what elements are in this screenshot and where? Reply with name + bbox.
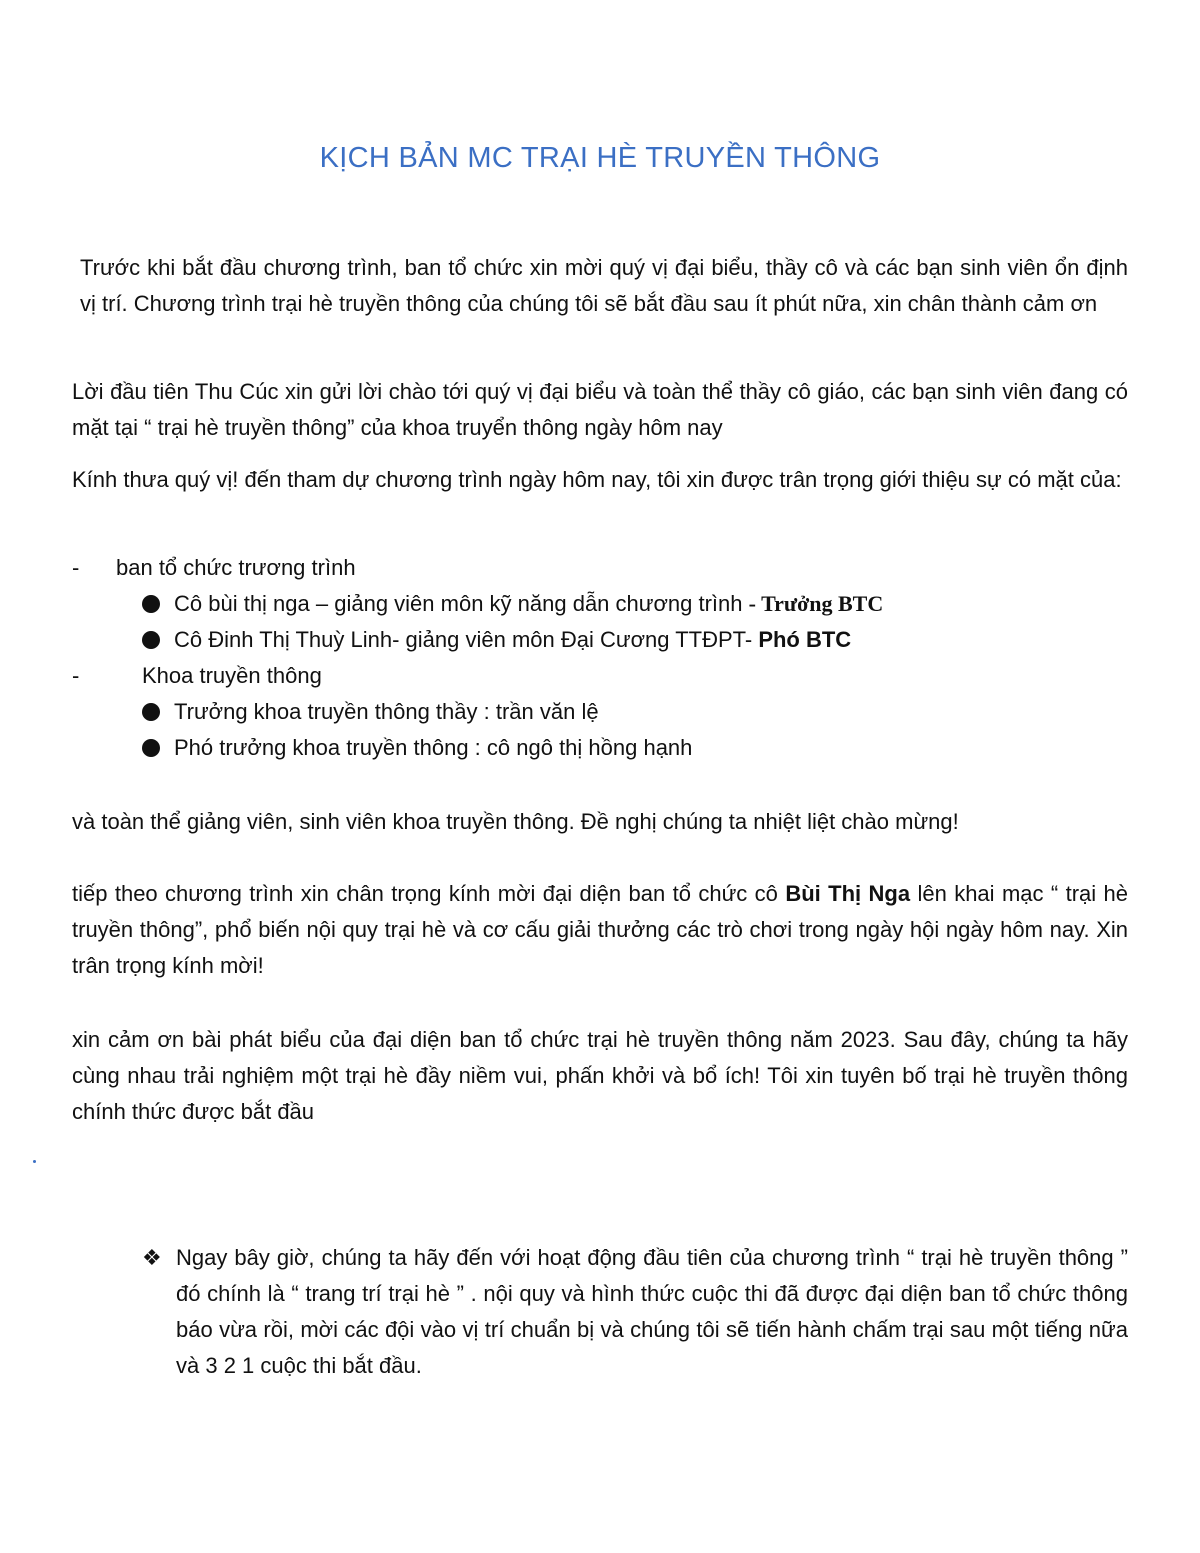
invitation-text: tiếp theo chương trình xin chân trọng kính mời đại diện ban tổ chức cô: [72, 881, 786, 906]
invited-name: Bùi Thị Nga: [785, 881, 911, 906]
list-item-role: Phó BTC: [758, 627, 852, 652]
list-item-text: Phó trưởng khoa truyền thông : cô ngô thị hồng hạnh: [174, 735, 693, 760]
bullet-icon: [142, 703, 160, 721]
list-item: [142, 622, 851, 658]
list-item-text: Cô Đinh Thị Thuỳ Linh- giảng viên môn Đại Cương TTĐPT-: [174, 627, 759, 652]
bullet-icon: [142, 739, 160, 757]
bullet-icon: [142, 631, 160, 649]
intro-paragraph: Trước khi bắt đầu chương trình, ban tổ chức xin mời quý vị đại biểu, thầy cô và các bạn sinh viên ổn định vị trí. Chương trình trại hè truyền thông của chúng tôi sẽ bắt đầu sau ít phút nữa, xin chân thành cảm ơn: [80, 255, 1128, 316]
thanks-paragraph: xin cảm ơn bài phát biểu của đại diện ban tổ chức trại hè truyền thông năm 2023. Sau đây, chúng ta hãy cùng nhau trải nghiệm một trại hè đầy niềm vui, phấn khởi và bổ ích! Tôi xin tuyên bố trại hè truyền thông chính thức được bắt đầu: [72, 1027, 1128, 1124]
list-item-text: Cô bùi thị nga – giảng viên môn kỹ năng dẫn chương trình: [174, 591, 749, 616]
activity-paragraph: Ngay bây giờ, chúng ta hãy đến với hoạt động đầu tiên của chương trình “ trại hè truyền thông ” đó chính là “ trang trí trại hè ” . nội quy và hình thức cuộc thi đã được đại diện ban tổ chức thông báo vừa rồi, mời các đội vào vị trí chuẩn bị và chúng tôi sẽ tiến hành chấm trại sau một tiếng nữa và 3 2 1 cuộc thi bắt đầu.: [176, 1245, 1128, 1378]
bullet-icon: [142, 595, 160, 613]
faculty-heading: Khoa truyền thông: [142, 663, 322, 688]
introduction-paragraph: Kính thưa quý vị! đến tham dự chương trình ngày hôm nay, tôi xin được trân trọng giới thiệu sự có mặt của:: [72, 467, 1122, 492]
list-item-text: Trưởng khoa truyền thông thầy : trần văn lệ: [174, 699, 599, 724]
dash-marker: -: [72, 663, 80, 688]
welcome-paragraph: và toàn thể giảng viên, sinh viên khoa truyền thông. Đề nghị chúng ta nhiệt liệt chào mừng!: [72, 809, 959, 834]
list-item: [142, 730, 692, 766]
organizer-heading: ban tổ chức trương trình: [116, 555, 356, 580]
stray-dot-mark: [33, 1160, 36, 1163]
document-title: KỊCH BẢN MC TRẠI HÈ TRUYỀN THÔNG: [319, 142, 881, 174]
invitation-text-cont: lên khai mạc “ trại hè truyền thông”, phổ biến nội quy trại hè và cơ cấu giải thưởng các trò chơi trong ngày hội ngày hôm nay. Xin trân trọng kính mời!: [72, 881, 1129, 978]
list-item: [142, 586, 883, 622]
greeting-paragraph: Lời đầu tiên Thu Cúc xin gửi lời chào tới quý vị đại biểu và toàn thể thầy cô giáo, các bạn sinh viên đang có mặt tại “ trại hè truyền thông” của khoa truyển thông ngày hôm nay: [72, 379, 1128, 440]
list-item: [142, 694, 599, 730]
opening-invitation-paragraph: [72, 876, 1128, 984]
diamond-bullet-icon: ❖: [142, 1245, 162, 1270]
dash-marker: -: [72, 555, 80, 580]
list-item-role: - Trưởng BTC: [748, 591, 884, 616]
